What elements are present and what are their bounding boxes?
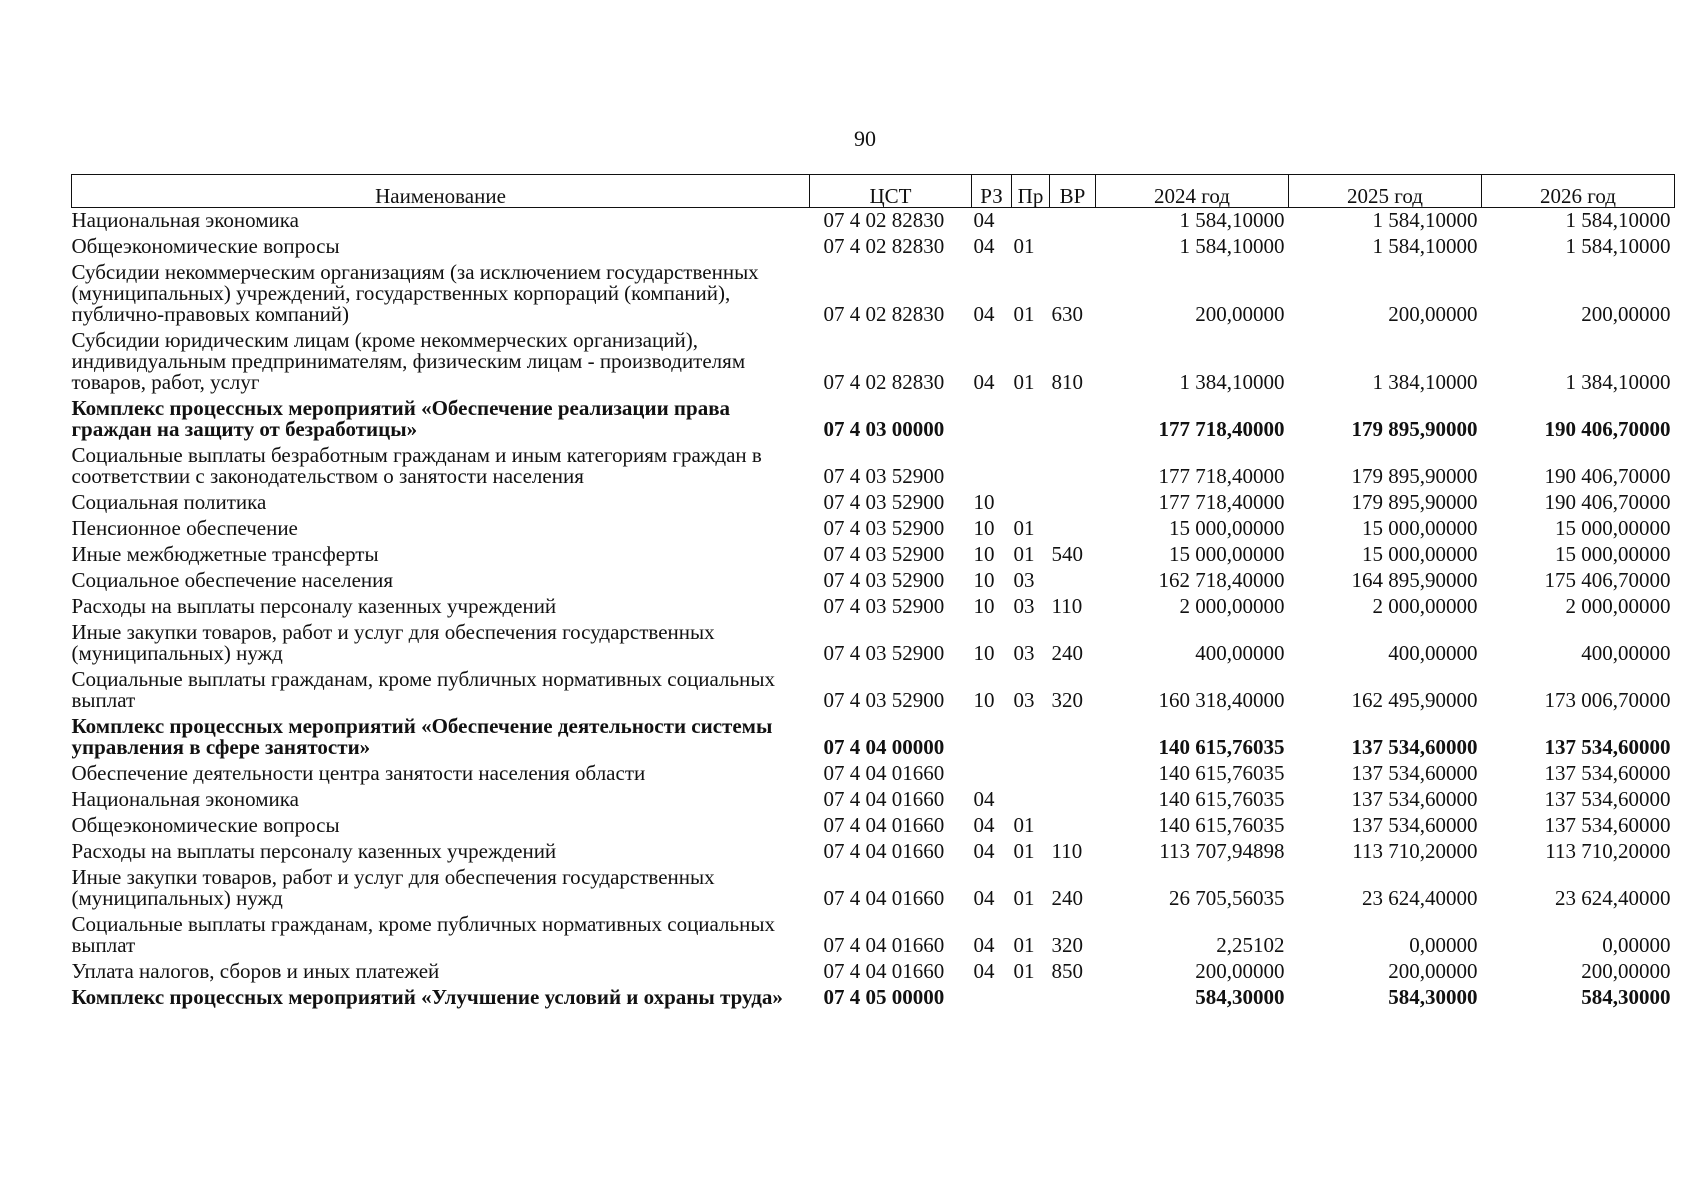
cell-2024: 2,25102	[1216, 933, 1285, 957]
cell-pr: 01	[1013, 370, 1035, 394]
cell-pr: 01	[1013, 933, 1035, 957]
cell-2024: 140 615,76035	[1158, 735, 1285, 759]
cell-2026: 584,30000	[1581, 985, 1671, 1009]
cell-vr	[1050, 714, 1096, 761]
cell-2024: 1 584,10000	[1179, 234, 1285, 258]
header-2024: 2024 год	[1096, 175, 1289, 208]
cell-2024: 177 718,40000	[1158, 490, 1285, 514]
header-name: Наименование	[72, 175, 810, 208]
cell-vr: 240	[1051, 641, 1083, 665]
cell-cst: 07 4 03 52900	[823, 516, 945, 540]
cell-name: Комплекс процессных мероприятий «Обеспечение деятельности системы управления в сфере занятости»	[71, 714, 773, 759]
cell-vr: 850	[1051, 959, 1083, 983]
cell-2024: 200,00000	[1195, 959, 1285, 983]
cell-pr	[1012, 396, 1050, 443]
cell-name: Субсидии некоммерческим организациям (за исключением государственных (муниципальных) учреждений, государственных корпораций (компаний), публично-правовых компаний)	[71, 260, 759, 326]
cell-cst: 07 4 04 01660	[823, 959, 945, 983]
cell-2024: 140 615,76035	[1158, 787, 1285, 811]
cell-name: Социальные выплаты гражданам, кроме публичных нормативных социальных выплат	[71, 912, 775, 957]
cell-rz: 10	[973, 641, 995, 665]
cell-2026: 1 584,10000	[1565, 234, 1671, 258]
cell-rz: 04	[973, 302, 995, 326]
cell-pr	[1012, 443, 1050, 490]
cell-cst: 07 4 04 01660	[823, 813, 945, 837]
cell-vr	[1050, 761, 1096, 787]
table-row	[72, 714, 1675, 761]
cell-2025: 2 000,00000	[1372, 594, 1478, 618]
cell-cst: 07 4 03 52900	[823, 641, 945, 665]
cell-vr: 540	[1051, 542, 1083, 566]
cell-2025: 1 584,10000	[1372, 208, 1478, 232]
cell-cst: 07 4 04 01660	[823, 933, 945, 957]
cell-2026: 137 534,60000	[1544, 813, 1671, 837]
cell-2024: 1 584,10000	[1179, 208, 1285, 232]
cell-cst: 07 4 03 52900	[823, 568, 945, 592]
table-body	[72, 208, 1675, 1012]
cell-name: Социальная политика	[71, 490, 267, 514]
cell-name: Пенсионное обеспечение	[71, 516, 298, 540]
header-2026: 2026 год	[1482, 175, 1675, 208]
cell-rz: 10	[973, 568, 995, 592]
cell-2026: 1 384,10000	[1565, 370, 1671, 394]
cell-2025: 0,00000	[1409, 933, 1478, 957]
table-row	[72, 912, 1675, 959]
cell-2026: 190 406,70000	[1544, 417, 1671, 441]
cell-name: Комплекс процессных мероприятий «Улучшение условий и охраны труда»	[71, 985, 783, 1009]
cell-2025: 584,30000	[1388, 985, 1478, 1009]
cell-2025: 137 534,60000	[1351, 813, 1478, 837]
cell-name: Обеспечение деятельности центра занятости населения области	[71, 761, 646, 785]
header-cst: ЦСТ	[810, 175, 972, 208]
cell-cst: 07 4 04 01660	[823, 886, 945, 910]
cell-2025: 200,00000	[1388, 302, 1478, 326]
cell-cst: 07 4 03 00000	[823, 417, 945, 441]
cell-rz: 10	[973, 594, 995, 618]
cell-2025: 23 624,40000	[1362, 886, 1478, 910]
cell-vr	[1050, 813, 1096, 839]
cell-name: Социальные выплаты безработным гражданам и иным категориям граждан в соответствии с законодательством о занятости населения	[71, 443, 762, 488]
cell-pr: 01	[1013, 302, 1035, 326]
cell-vr: 630	[1051, 302, 1083, 326]
header-2025: 2025 год	[1289, 175, 1482, 208]
cell-rz: 04	[973, 813, 995, 837]
cell-2026: 400,00000	[1581, 641, 1671, 665]
cell-pr	[1012, 490, 1050, 516]
cell-2024: 2 000,00000	[1179, 594, 1285, 618]
cell-2026: 190 406,70000	[1544, 490, 1671, 514]
table-row	[72, 260, 1675, 328]
cell-name: Иные закупки товаров, работ и услуг для обеспечения государственных (муниципальных) нужд	[71, 620, 715, 665]
cell-2026: 175 406,70000	[1544, 568, 1671, 592]
cell-pr	[1012, 208, 1050, 235]
cell-rz: 04	[973, 208, 995, 232]
table-row	[72, 787, 1675, 813]
cell-vr	[1050, 787, 1096, 813]
table-row	[72, 865, 1675, 912]
cell-vr	[1050, 443, 1096, 490]
page-number: 90	[854, 126, 876, 151]
cell-rz	[972, 714, 1012, 761]
cell-2025: 200,00000	[1388, 959, 1478, 983]
cell-pr: 01	[1013, 542, 1035, 566]
cell-cst: 07 4 02 82830	[823, 302, 945, 326]
cell-2024: 15 000,00000	[1169, 542, 1285, 566]
cell-2024: 140 615,76035	[1158, 761, 1285, 785]
cell-2025: 400,00000	[1388, 641, 1478, 665]
table-row	[72, 568, 1675, 594]
cell-name: Уплата налогов, сборов и иных платежей	[71, 959, 440, 983]
cell-name: Комплекс процессных мероприятий «Обеспечение реализации права граждан на защиту от безработицы»	[71, 396, 731, 441]
cell-2026: 200,00000	[1581, 302, 1671, 326]
cell-rz: 04	[973, 886, 995, 910]
cell-cst: 07 4 02 82830	[823, 370, 945, 394]
cell-2024: 177 718,40000	[1158, 464, 1285, 488]
cell-cst: 07 4 03 52900	[823, 594, 945, 618]
cell-pr: 03	[1013, 641, 1035, 665]
header-rz: РЗ	[972, 175, 1012, 208]
cell-vr: 810	[1051, 370, 1083, 394]
cell-cst: 07 4 03 52900	[823, 542, 945, 566]
cell-name: Социальное обеспечение населения	[71, 568, 394, 592]
cell-rz: 04	[973, 959, 995, 983]
cell-2026: 200,00000	[1581, 959, 1671, 983]
cell-2026: 0,00000	[1602, 933, 1671, 957]
cell-2024: 15 000,00000	[1169, 516, 1285, 540]
budget-table	[71, 174, 1675, 1011]
cell-vr: 320	[1051, 688, 1083, 712]
cell-cst: 07 4 02 82830	[823, 208, 945, 232]
table-row	[72, 234, 1675, 260]
table-row	[72, 985, 1675, 1011]
cell-name: Национальная экономика	[71, 208, 299, 232]
cell-pr	[1012, 761, 1050, 787]
cell-2024: 113 707,94898	[1159, 839, 1285, 863]
cell-2025: 113 710,20000	[1352, 839, 1478, 863]
cell-vr	[1050, 516, 1096, 542]
cell-name: Общеэкономические вопросы	[71, 234, 340, 258]
table-row	[72, 813, 1675, 839]
table-row	[72, 959, 1675, 985]
table-row	[72, 839, 1675, 865]
header-vr: ВР	[1050, 175, 1096, 208]
cell-2026: 1 584,10000	[1565, 208, 1671, 232]
cell-cst: 07 4 04 01660	[823, 787, 945, 811]
cell-2025: 162 495,90000	[1351, 688, 1478, 712]
cell-cst: 07 4 02 82830	[823, 234, 945, 258]
cell-2025: 1 384,10000	[1372, 370, 1478, 394]
cell-rz: 10	[973, 516, 995, 540]
table-row	[72, 208, 1675, 235]
table-row	[72, 396, 1675, 443]
cell-rz: 04	[973, 933, 995, 957]
cell-2026: 113 710,20000	[1545, 839, 1671, 863]
cell-2025: 1 584,10000	[1372, 234, 1478, 258]
cell-pr	[1012, 787, 1050, 813]
cell-2025: 164 895,90000	[1351, 568, 1478, 592]
table-row	[72, 761, 1675, 787]
cell-2024: 200,00000	[1195, 302, 1285, 326]
cell-2026: 190 406,70000	[1544, 464, 1671, 488]
cell-cst: 07 4 04 01660	[823, 761, 945, 785]
cell-name: Иные закупки товаров, работ и услуг для обеспечения государственных (муниципальных) нужд	[71, 865, 715, 910]
cell-vr: 240	[1051, 886, 1083, 910]
cell-pr	[1012, 714, 1050, 761]
cell-2025: 179 895,90000	[1351, 490, 1478, 514]
cell-2024: 584,30000	[1195, 985, 1285, 1009]
cell-pr: 03	[1013, 594, 1035, 618]
table-row	[72, 542, 1675, 568]
cell-2025: 179 895,90000	[1351, 464, 1478, 488]
cell-2024: 177 718,40000	[1158, 417, 1285, 441]
cell-rz: 04	[973, 839, 995, 863]
cell-vr	[1050, 490, 1096, 516]
table-row	[72, 516, 1675, 542]
cell-rz: 04	[973, 787, 995, 811]
cell-2026: 137 534,60000	[1544, 761, 1671, 785]
cell-cst: 07 4 04 00000	[823, 735, 945, 759]
cell-pr: 01	[1013, 886, 1035, 910]
cell-vr	[1050, 396, 1096, 443]
cell-rz	[972, 396, 1012, 443]
cell-pr: 03	[1013, 688, 1035, 712]
cell-2026: 15 000,00000	[1555, 542, 1671, 566]
cell-rz	[972, 761, 1012, 787]
table-row	[72, 443, 1675, 490]
table-row	[72, 490, 1675, 516]
cell-2025: 179 895,90000	[1351, 417, 1478, 441]
cell-name: Социальные выплаты гражданам, кроме публичных нормативных социальных выплат	[71, 667, 775, 712]
cell-name: Субсидии юридическим лицам (кроме некоммерческих организаций), индивидуальным предпринимателям, физическим лицам - производителям товаров, работ, услуг	[71, 328, 746, 394]
cell-pr: 01	[1013, 516, 1035, 540]
cell-rz: 10	[973, 490, 995, 514]
cell-vr	[1050, 234, 1096, 260]
cell-vr: 320	[1051, 933, 1083, 957]
cell-pr: 01	[1013, 839, 1035, 863]
cell-2026: 173 006,70000	[1544, 688, 1671, 712]
cell-2025: 15 000,00000	[1362, 516, 1478, 540]
cell-pr	[1012, 985, 1050, 1011]
cell-name: Национальная экономика	[71, 787, 299, 811]
cell-vr	[1050, 208, 1096, 235]
header-pr: Пр	[1012, 175, 1050, 208]
cell-name: Расходы на выплаты персоналу казенных учреждений	[71, 594, 557, 618]
cell-name: Общеэкономические вопросы	[71, 813, 340, 837]
cell-2024: 26 705,56035	[1169, 886, 1285, 910]
cell-2025: 15 000,00000	[1362, 542, 1478, 566]
table-header	[72, 175, 1675, 208]
cell-2026: 23 624,40000	[1555, 886, 1671, 910]
cell-2026: 137 534,60000	[1544, 735, 1671, 759]
cell-cst: 07 4 05 00000	[823, 985, 945, 1009]
cell-vr	[1050, 568, 1096, 594]
cell-rz: 10	[973, 542, 995, 566]
cell-2024: 162 718,40000	[1158, 568, 1285, 592]
table-row	[72, 328, 1675, 396]
cell-vr	[1050, 985, 1096, 1011]
cell-2024: 160 318,40000	[1158, 688, 1285, 712]
cell-rz: 04	[973, 370, 995, 394]
cell-rz	[972, 443, 1012, 490]
cell-cst: 07 4 03 52900	[823, 490, 945, 514]
cell-2025: 137 534,60000	[1351, 787, 1478, 811]
table-row	[72, 594, 1675, 620]
cell-pr: 01	[1013, 959, 1035, 983]
cell-pr: 03	[1013, 568, 1035, 592]
table-row	[72, 620, 1675, 667]
cell-pr: 01	[1013, 234, 1035, 258]
cell-cst: 07 4 03 52900	[823, 464, 945, 488]
cell-2024: 1 384,10000	[1179, 370, 1285, 394]
cell-2025: 137 534,60000	[1351, 735, 1478, 759]
cell-pr: 01	[1013, 813, 1035, 837]
cell-vr: 110	[1051, 839, 1083, 863]
cell-rz: 04	[973, 234, 995, 258]
cell-rz	[972, 985, 1012, 1011]
cell-cst: 07 4 03 52900	[823, 688, 945, 712]
cell-vr: 110	[1051, 594, 1083, 618]
cell-name: Расходы на выплаты персоналу казенных учреждений	[71, 839, 557, 863]
cell-2026: 15 000,00000	[1555, 516, 1671, 540]
cell-2025: 137 534,60000	[1351, 761, 1478, 785]
cell-2024: 400,00000	[1195, 641, 1285, 665]
header-row	[72, 175, 1675, 208]
table-row	[72, 667, 1675, 714]
cell-cst: 07 4 04 01660	[823, 839, 945, 863]
cell-rz: 10	[973, 688, 995, 712]
cell-2024: 140 615,76035	[1158, 813, 1285, 837]
cell-name: Иные межбюджетные трансферты	[71, 542, 379, 566]
cell-2026: 2 000,00000	[1565, 594, 1671, 618]
cell-2026: 137 534,60000	[1544, 787, 1671, 811]
